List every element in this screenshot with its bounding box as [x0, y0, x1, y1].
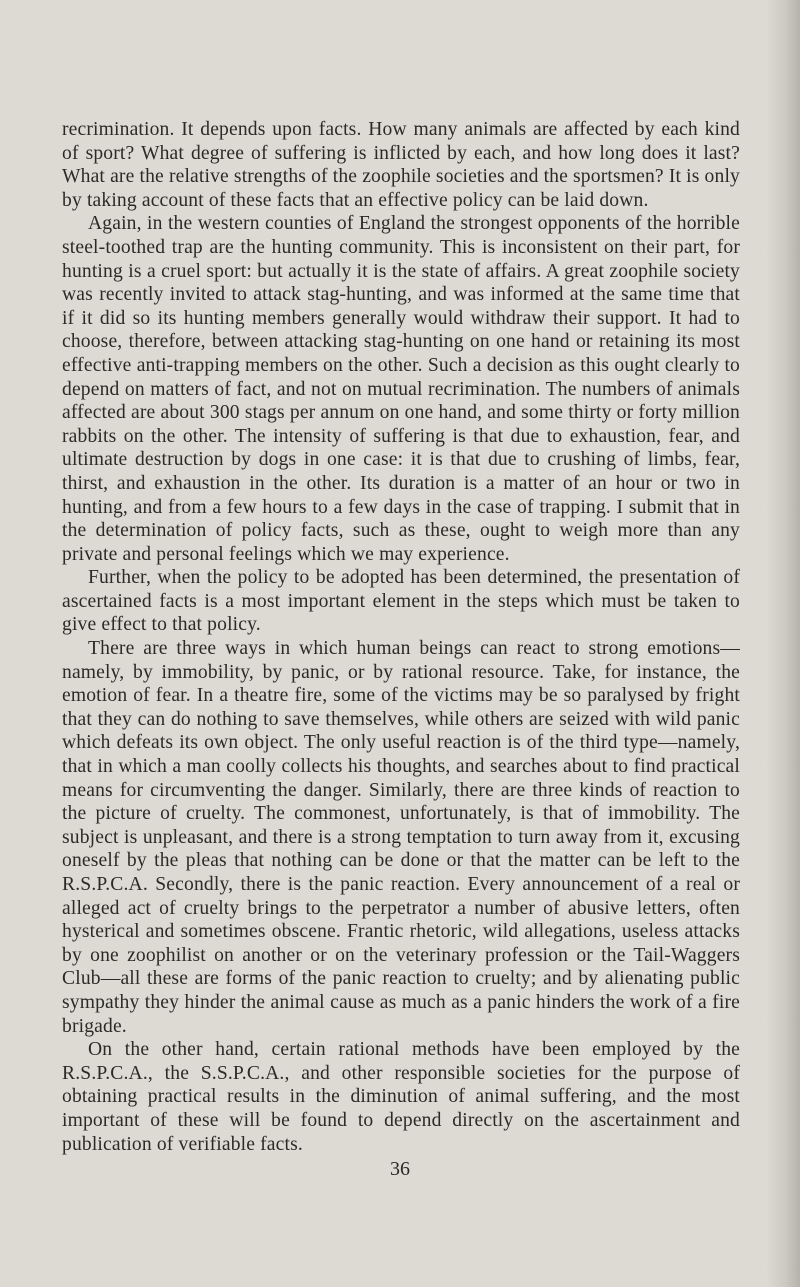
paragraph-5: On the other hand, certain rational methods have been employed by the R.S.P.C.A., the S.S.P.C.A., and other responsible societies for the purpose of obtaining practical results in the diminution of animal suffering, and the most important of these will be found to depend directly on the ascertainment and publication of verifiable facts. — [62, 1039, 740, 1155]
paragraph-4: There are three ways in which human beings can react to strong emotions—namely, by immobility, by panic, or by rational resource. Take, for instance, the emotion of fear. In a theatre fire, some of the victims may be so paralysed by fright that they can do nothing to save themselves, while others are seized with wild panic which defeats its own object. The only useful reaction is of the third type—namely, that in which a man coolly collects his thoughts, and searches about to find practical means for circumventing the danger. Similarly, there are three kinds of reaction to the picture of cruelty. The commonest, unfortunately, is that of immobility. The subject is unpleasant, and there is a strong temptation to turn away from it, excusing oneself by the pleas that nothing can be done or that the matter can be left to the R.S.P.C.A. Secondly, there is the panic reaction. Every announcement of a real or alleged act of cruelty brings to the perpetrator a number of abusive letters, often hysterical and sometimes obscene. Frantic rhetoric, wild allegations, useless attacks by one zoophilist on another or on the veterinary profession or the Tail-Waggers Club—all these are forms of the panic reaction to cruelty; and by alienating public sympathy they hinder the animal cause as much as a panic hinders the work of a fire brigade. — [62, 638, 740, 1037]
body-text — [62, 118, 740, 1156]
paragraph-3: Further, when the policy to be adopted has been determined, the presentation of ascertained facts is a most important element in the steps which must be taken to give effect to that policy. — [62, 567, 740, 636]
page-edge-shadow — [766, 0, 800, 1287]
paragraph-2: Again, in the western counties of England the strongest opponents of the horrible steel-toothed trap are the hunting community. This is inconsistent on their part, for hunting is a cruel sport: but actually it is the state of affairs. A great zoophile society was recently invited to attack stag-hunting, and was informed at the same time that if it did so its hunting members generally would withdraw their support. It had to choose, therefore, between attacking stag-hunting on one hand or retaining its most effective anti-trapping members on the other. Such a decision as this ought clearly to depend on matters of fact, and not on mutual recrimination. The numbers of animals affected are about 300 stags per annum on one hand, and some thirty or forty million rabbits on the other. The intensity of suffering is that due to exhaustion, fear, and ultimate destruction by dogs in one case: it is that due to crushing of limbs, fear, thirst, and exhaustion in the other. Its duration is a matter of an hour or two in hunting, and from a few hours to a few days in the case of trapping. I submit that in the determination of policy facts, such as these, ought to weigh more than any private and personal feelings which we may experience. — [62, 213, 740, 565]
page-number: 36 — [390, 1158, 410, 1180]
paragraph-1: recrimination. It depends upon facts. How many animals are affected by each kind of sport? What degree of suffering is inflicted by each, and how long does it last? What are the relative strengths of the zoophile societies and the sportsmen? It is only by taking account of these facts that an effective policy can be laid down. — [62, 119, 740, 211]
